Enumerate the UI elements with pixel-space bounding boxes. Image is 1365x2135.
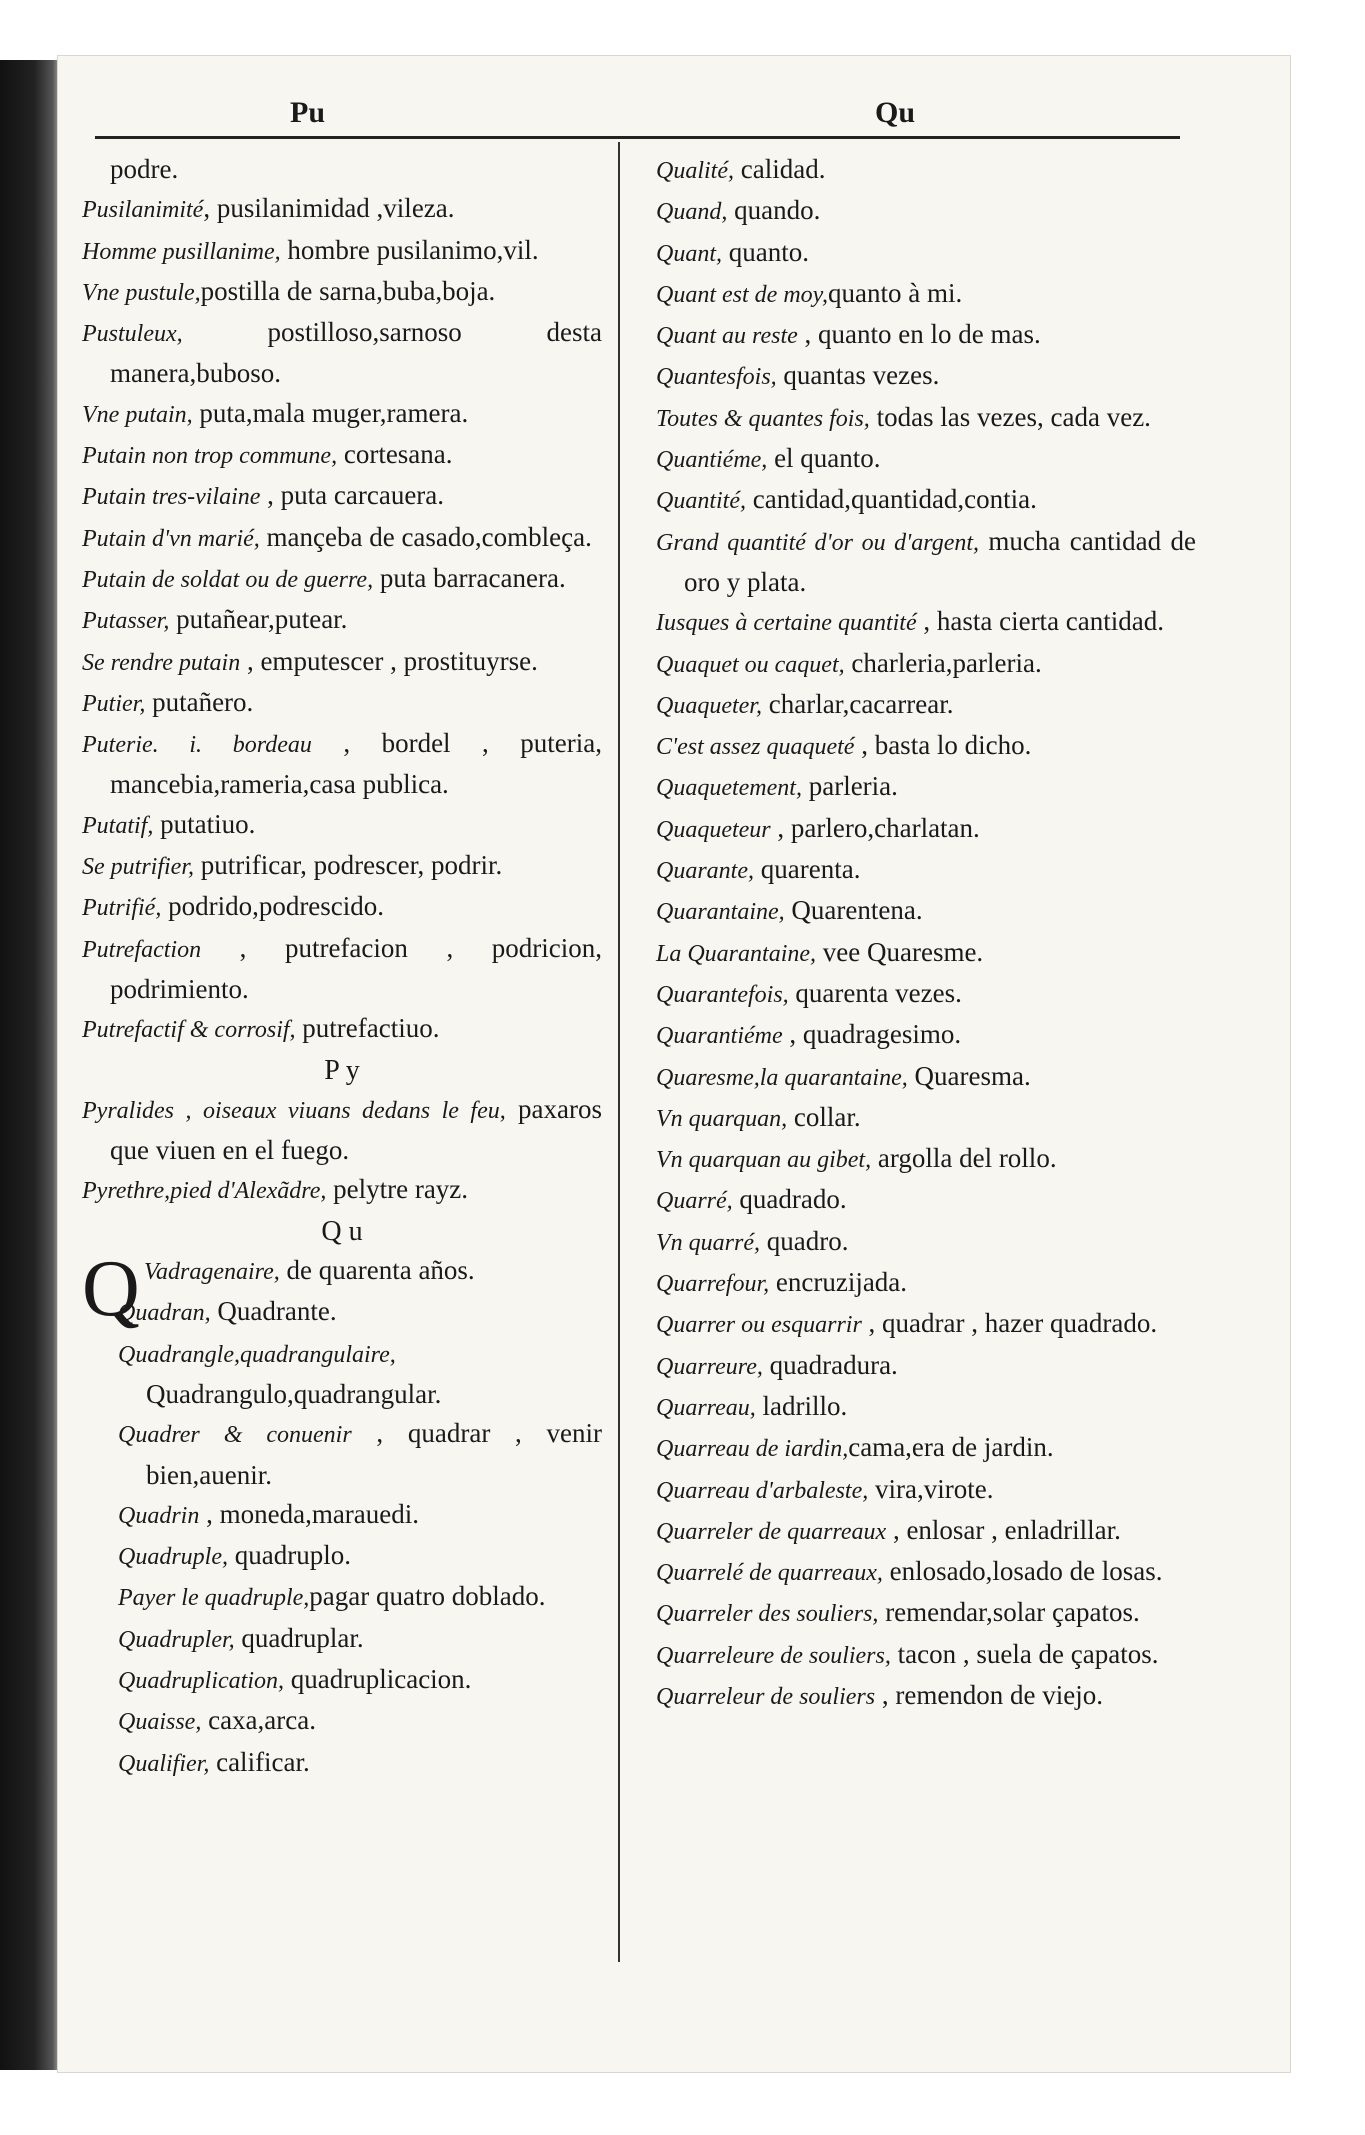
dictionary-entry [656, 809, 1196, 850]
definition: quanto. [722, 236, 809, 267]
headword: Putain d'vn marié, [82, 525, 260, 552]
headword: Quaisse, [118, 1709, 202, 1736]
headword: Quarreau d'arbaleste, [656, 1477, 869, 1504]
headword: Homme pusillanime, [82, 238, 281, 265]
entries-py [82, 1090, 602, 1212]
dictionary-entry [656, 891, 1196, 932]
definition: pelytre rayz. [326, 1174, 469, 1205]
dictionary-entry [656, 1304, 1196, 1345]
dictionary-entry [656, 150, 1196, 191]
definition: Quaresma. [907, 1060, 1031, 1091]
definition: putrefactiuo. [295, 1013, 440, 1044]
headword: Quarreure, [656, 1353, 763, 1380]
headword: Puterie. i. bordeau [82, 732, 312, 759]
headword: Quarreau, [656, 1394, 756, 1421]
headword: Vadragenaire, [144, 1259, 280, 1286]
headword: Iusques à certaine quantité [656, 610, 917, 637]
headword: Qualité, [656, 158, 734, 184]
definition: quadradura. [762, 1349, 898, 1380]
continuation-line: podre. [110, 154, 179, 184]
definition: quantas vezes. [776, 360, 940, 391]
dictionary-entry [656, 1387, 1196, 1428]
dictionary-entry [656, 1676, 1196, 1717]
definition: quadruplicacion. [284, 1663, 472, 1694]
definition: puta barracanera. [373, 562, 566, 593]
dictionary-entry [82, 683, 602, 724]
headword: Payer le quadruple, [118, 1585, 310, 1612]
dictionary-entry [656, 480, 1196, 521]
definition: mançeba de casado,combleça. [259, 521, 592, 552]
definition: putatiuo. [153, 808, 256, 839]
definition: , remendon de viejo. [875, 1679, 1104, 1710]
headword: Quadrer & conuenir [118, 1422, 352, 1449]
definition: encruzijada. [769, 1267, 908, 1298]
dictionary-entry [656, 1057, 1196, 1098]
headword: Quarreler de quarreaux [656, 1518, 887, 1545]
dictionary-entry [82, 846, 602, 887]
dictionary-entry [118, 1334, 602, 1415]
book-binding-edge [0, 60, 62, 2070]
headword: C'est assez quaqueté [656, 734, 855, 761]
dictionary-entry [82, 518, 602, 559]
dictionary-entry [656, 274, 1196, 315]
definition: vira,virote. [868, 1473, 994, 1504]
definition: podrido,podrescido. [161, 891, 385, 922]
definition: postilla de sarna,buba,boja. [200, 275, 496, 306]
dictionary-entry [118, 1743, 602, 1784]
dictionary-entry [656, 1552, 1196, 1593]
running-header [95, 92, 1195, 142]
definition: , putrefacion , podricion, podrimiento. [110, 932, 602, 1004]
entries-right [656, 150, 1196, 1717]
headword: Quarré, [656, 1188, 733, 1215]
dictionary-entry [82, 642, 602, 683]
definition: , quanto en lo de mas. [797, 319, 1041, 350]
definition: quadruplo. [228, 1540, 351, 1571]
headword: Vne pustule, [82, 279, 201, 306]
definition: , quadrar , hazer quadrado. [861, 1308, 1158, 1339]
dictionary-entry [656, 933, 1196, 974]
headword: Pyrethre,pied d'Alexãdre, [82, 1178, 327, 1205]
dictionary-entry [656, 1428, 1196, 1469]
definition: quanto à mi. [827, 277, 963, 308]
definition: quando. [727, 195, 821, 226]
definition: ladrillo. [755, 1390, 848, 1421]
headword: Se putrifier, [82, 854, 194, 881]
headword: Quaqueter, [656, 692, 762, 719]
dictionary-entry [82, 189, 602, 230]
dictionary-entry [82, 1009, 602, 1050]
definition: , moneda,marauedi. [199, 1498, 420, 1529]
definition: Quadrangulo,quadrangular. [146, 1378, 442, 1409]
definition: el quanto. [767, 443, 881, 474]
definition: pagar quatro doblado. [309, 1581, 546, 1612]
headword: Pustuleux, [82, 321, 183, 348]
dictionary-entry [82, 600, 602, 641]
headword: Qualifier, [118, 1750, 210, 1777]
section-heading-qu: Q u [321, 1215, 363, 1247]
definition: quadro. [760, 1225, 849, 1256]
headword: Quarante, [656, 858, 754, 885]
definition: quarenta vezes. [788, 977, 962, 1008]
dictionary-entry [656, 685, 1196, 726]
headword: Quant au reste [656, 323, 798, 350]
headword: Putain non trop commune, [82, 443, 338, 470]
headword: Quadruplication, [118, 1667, 284, 1694]
dictionary-entry [82, 929, 602, 1010]
dictionary-entry [656, 767, 1196, 808]
headword: Quarreau de iardin, [656, 1436, 849, 1463]
dictionary-entry [656, 1180, 1196, 1221]
headword: Putatif, [82, 812, 154, 839]
dictionary-entry [656, 522, 1196, 603]
definition: parleria. [801, 771, 898, 802]
dictionary-entry [82, 272, 602, 313]
headword: Quadrupler, [118, 1626, 235, 1653]
definition: charleria,parleria. [844, 647, 1042, 678]
dictionary-entry [656, 726, 1196, 767]
headword: Quarantefois, [656, 981, 789, 1008]
dictionary-entry [656, 850, 1196, 891]
dictionary-entry [82, 724, 602, 805]
definition: Quadrante. [210, 1296, 337, 1327]
definition: cortesana. [337, 439, 453, 470]
definition: caxa,arca. [201, 1705, 316, 1736]
dictionary-entry [82, 805, 602, 846]
dictionary-entry [118, 1495, 602, 1536]
dictionary-entry [656, 1635, 1196, 1676]
headword: Putrifié, [82, 895, 162, 922]
dictionary-entry [82, 435, 602, 476]
dictionary-entry [656, 602, 1196, 643]
definition: paxaros que viuen en el fuego. [110, 1093, 602, 1166]
dictionary-entry [656, 974, 1196, 1015]
headword: Quadruple, [118, 1544, 228, 1571]
dictionary-entry [118, 1292, 602, 1333]
dictionary-entry [656, 356, 1196, 397]
headword: Quadran, [118, 1300, 211, 1327]
header-right: Qu [875, 96, 916, 129]
headword: Quarrelé de quarreaux, [656, 1560, 883, 1587]
headword: Quaquet ou caquet, [656, 651, 845, 678]
dictionary-entry [656, 233, 1196, 274]
dictionary-entry [118, 1701, 602, 1742]
definition: , basta lo dicho. [854, 730, 1032, 761]
definition: putañero. [145, 686, 254, 717]
headword: Vn quarquan, [656, 1105, 788, 1132]
definition: putrificar, podrescer, podrir. [194, 850, 503, 881]
definition: Quarentena. [784, 895, 923, 926]
headword: Toutes & quantes fois, [656, 405, 870, 432]
definition: vee Quaresme. [816, 936, 984, 967]
definition: cama,era de jardin. [848, 1432, 1054, 1463]
definition: cantidad,quantidad,contia. [746, 484, 1037, 515]
headword: Quadrin [118, 1502, 200, 1529]
headword: Vn quarré, [656, 1229, 760, 1256]
definition: , puta carcauera. [260, 480, 445, 511]
headword: Pyralides , oiseaux viuans dedans le feu, [82, 1097, 506, 1124]
headword: Quantesfois, [656, 364, 777, 391]
definition: quadrado. [732, 1184, 847, 1215]
dictionary-entry [656, 644, 1196, 685]
dictionary-entry [82, 1170, 602, 1211]
headword: Putrefaction [82, 936, 202, 963]
definition: , quadrar , venir bien,auenir. [146, 1418, 602, 1490]
dictionary-entry [82, 887, 602, 928]
headword: Quand, [656, 199, 728, 226]
definition: , enlosar , enladrillar. [886, 1514, 1121, 1545]
headword: Quantité, [656, 488, 746, 515]
definition: todas las vezes, cada vez. [869, 401, 1151, 432]
dictionary-entry [656, 1346, 1196, 1387]
definition: collar. [787, 1101, 861, 1132]
definition: enlosado,losado de losas. [882, 1556, 1163, 1587]
dictionary-entry [118, 1414, 602, 1495]
headword: Quarreler des souliers, [656, 1601, 879, 1628]
definition: puta,mala muger,ramera. [192, 397, 469, 428]
dictionary-entry [118, 1619, 602, 1660]
dictionary-entry [656, 1098, 1196, 1139]
definition: de quarenta años. [279, 1255, 475, 1286]
entries-pu [82, 189, 602, 1050]
headword: Grand quantité d'or ou d'argent, [656, 529, 980, 556]
headword: Quarantiéme [656, 1023, 783, 1050]
definition: remendar,solar çapatos. [878, 1597, 1140, 1628]
definition: putañear,putear. [169, 604, 348, 635]
definition: hombre pusilanimo,vil. [280, 234, 539, 265]
definition: calidad. [734, 154, 826, 184]
left-column [82, 150, 602, 1784]
headword: Putier, [82, 690, 146, 717]
definition: postilloso,sarnoso desta manera,buboso. [110, 317, 602, 389]
headword: Quarrefour, [656, 1271, 770, 1298]
dictionary-entry [656, 1015, 1196, 1056]
drop-cap: Q [82, 1245, 140, 1334]
definition: quarenta. [754, 854, 861, 885]
dictionary-entry [82, 313, 602, 394]
column-divider [618, 142, 620, 1962]
headword: Pusilanimité [82, 197, 204, 224]
headword: Vne putain, [82, 401, 193, 428]
dictionary-entry [118, 1577, 602, 1618]
dictionary-entry [82, 394, 602, 435]
headword: Putain de soldat ou de guerre, [82, 566, 374, 593]
headword: Quant, [656, 240, 722, 267]
dictionary-entry [656, 1222, 1196, 1263]
headword: Quadrangle,quadrangulaire, [118, 1341, 396, 1368]
dictionary-entry [118, 1536, 602, 1577]
dictionary-entry [656, 439, 1196, 480]
entries-qu [82, 1292, 602, 1784]
headword: Putain tres-vilaine [82, 484, 261, 511]
headword: Vn quarquan au gibet, [656, 1147, 872, 1174]
definition: , parlero,charlatan. [770, 812, 980, 843]
dictionary-entry [656, 1593, 1196, 1634]
header-left: Pu [290, 96, 326, 129]
dictionary-entry [82, 231, 602, 272]
headword: Quaresme,la quarantaine, [656, 1064, 908, 1091]
headword: Quaqueteur [656, 816, 771, 843]
right-column [656, 150, 1196, 1717]
headword: Quaquetement, [656, 775, 802, 802]
headword: Quarantaine, [656, 899, 785, 926]
definition: calificar. [209, 1746, 310, 1777]
headword: Quarrer ou esquarrir [656, 1312, 862, 1339]
definition: tacon , suela de çapatos. [890, 1638, 1159, 1669]
dictionary-entry [656, 1470, 1196, 1511]
dictionary-entry [656, 191, 1196, 232]
dictionary-entry [656, 1139, 1196, 1180]
dictionary-entry [656, 1511, 1196, 1552]
definition: , emputescer , prostituyrse. [240, 645, 538, 676]
dictionary-entry [82, 1090, 602, 1171]
definition: mucha cantidad de oro y plata. [684, 525, 1196, 597]
headword: Quantiéme, [656, 447, 768, 474]
definition: , hasta cierta cantidad. [916, 606, 1165, 637]
definition: , pusilanimidad ,vileza. [203, 193, 455, 224]
section-heading-py: P y [324, 1054, 360, 1086]
header-rule [95, 136, 1180, 139]
dictionary-entry [656, 1263, 1196, 1304]
headword: Putasser, [82, 608, 170, 635]
definition: charlar,cacarrear. [761, 688, 954, 719]
dictionary-entry [656, 315, 1196, 356]
dictionary-entry [118, 1660, 602, 1701]
headword: La Quarantaine, [656, 940, 817, 967]
dictionary-entry [82, 559, 602, 600]
definition: , bordel , puteria, mancebia,rameria,casa publica. [110, 728, 602, 800]
headword: Quarreleure de souliers, [656, 1642, 891, 1669]
definition: argolla del rollo. [871, 1143, 1057, 1174]
definition: quadruplar. [234, 1622, 364, 1653]
headword: Se rendre putain [82, 649, 241, 676]
definition: , quadragesimo. [782, 1019, 962, 1050]
headword: Quarreleur de souliers [656, 1683, 876, 1710]
dictionary-entry [82, 476, 602, 517]
headword: Quant est de moy, [656, 281, 828, 308]
headword: Putrefactif & corrosif, [82, 1017, 296, 1044]
dictionary-entry [656, 398, 1196, 439]
